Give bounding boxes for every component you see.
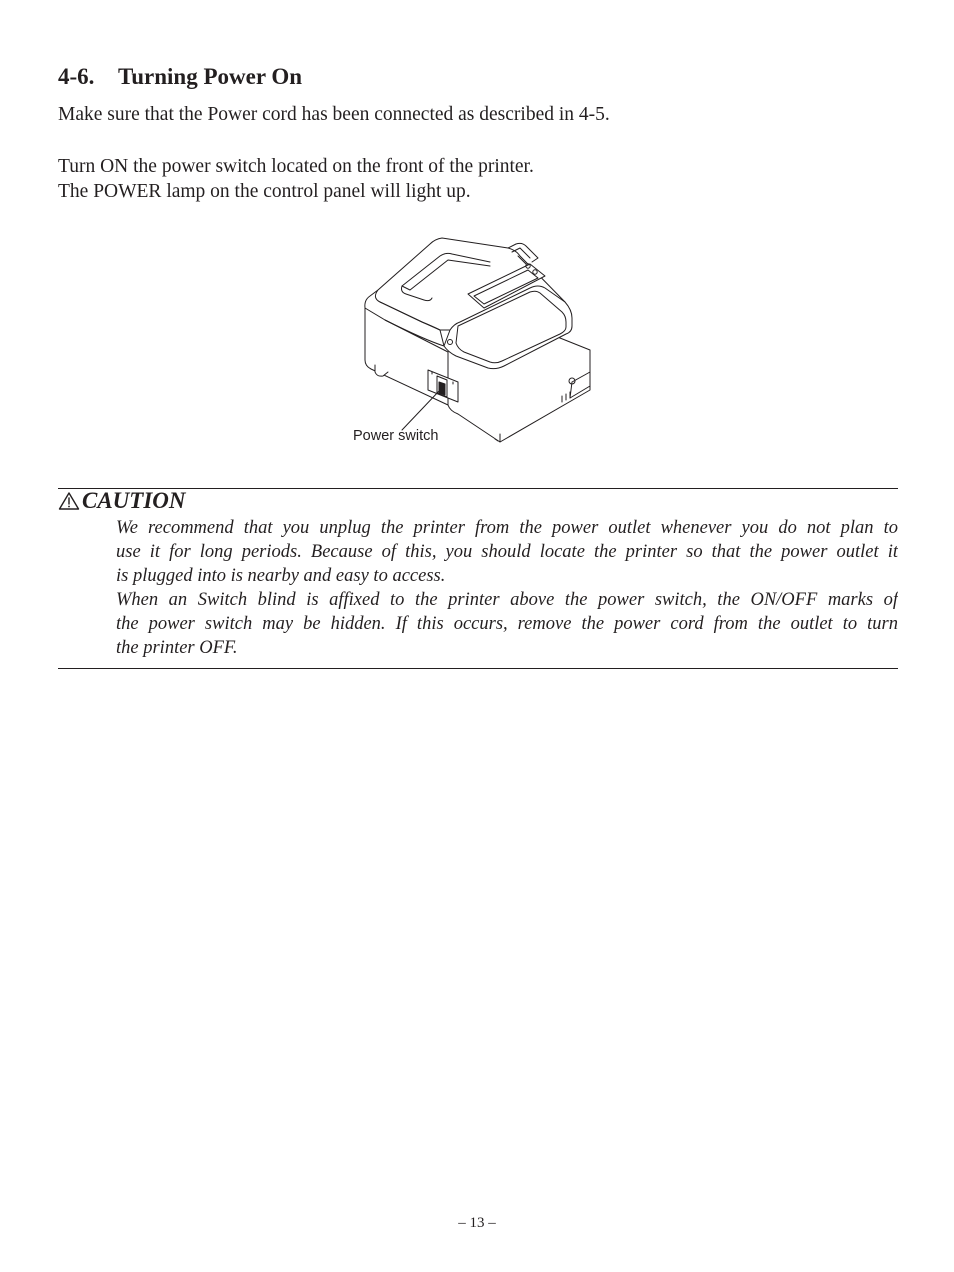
caution-line: We recommend that you unplug the printer from the power outlet whenever you do not plan to [116,518,898,538]
printer-illustration [340,230,610,455]
caution-line: the power switch may be hidden. If this occurs, remove the power cord from the outlet to turn [116,614,898,634]
section-heading [58,64,302,90]
warning-triangle-icon [58,491,80,511]
caution-line: is plugged into is nearby and easy to access. [116,566,446,586]
caution-line: the printer OFF. [116,638,238,658]
section-title: Turning Power On [118,64,303,89]
caution-bottom-rule [58,668,898,669]
caution-heading [58,488,186,514]
caution-line: use it for long periods. Because of this, you should locate the printer so that the power outlet it [116,542,898,562]
caution-line: When an Switch blind is affixed to the printer above the power switch, the ON/OFF marks of [116,590,898,610]
caution-title: CAUTION [82,488,186,513]
paragraph-power-cord: Make sure that the Power cord has been connected as described in 4-5. [58,104,610,125]
paragraph-power-switch: Turn ON the power switch located on the front of the printer. [58,156,534,177]
power-switch-label: Power switch [353,428,439,444]
paragraph-power-lamp: The POWER lamp on the control panel will light up. [58,181,471,202]
caution-text [116,516,898,660]
page-number: – 13 – [458,1215,496,1231]
section-number: 4-6. [58,64,95,89]
printer-figure [340,230,610,455]
